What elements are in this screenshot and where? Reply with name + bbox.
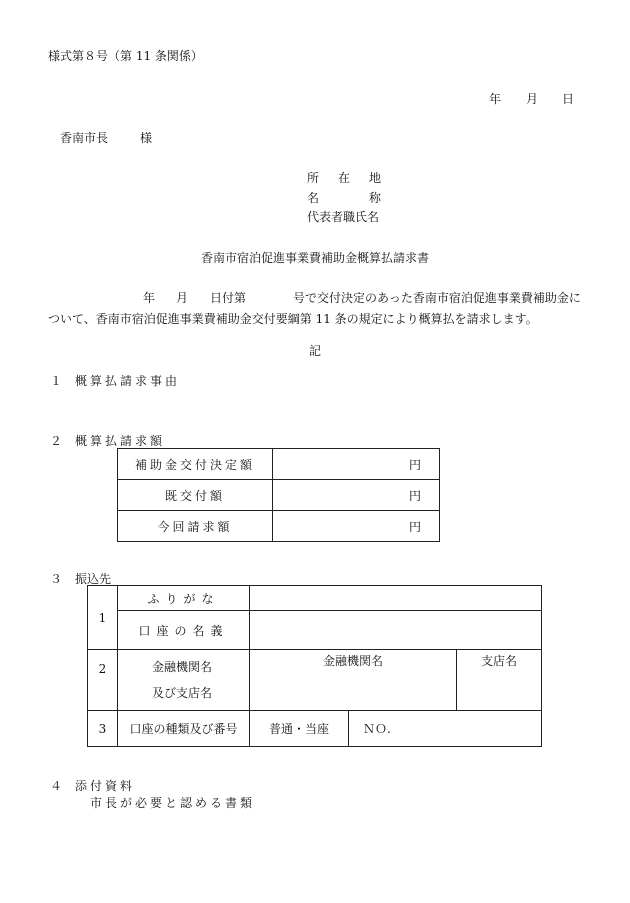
date-day: 日 xyxy=(562,92,575,106)
date-month: 月 xyxy=(526,92,539,106)
attachment-item: 市長が必要と認める書類 xyxy=(90,796,256,810)
account-name-label: 口座の名義 xyxy=(118,611,250,650)
ki-label: 記 xyxy=(308,344,321,358)
section4-title: 添付資料 xyxy=(75,779,136,793)
document-title: 香南市宿泊促進事業費補助金概算払請求書 xyxy=(200,251,429,265)
form-number: 様式第８号（第 11 条関係） xyxy=(48,49,203,63)
body-month: 月 xyxy=(176,291,189,305)
transfer-row2-num: 2 xyxy=(88,650,118,711)
amount-row xyxy=(118,480,440,511)
section1-number: １ xyxy=(50,374,63,388)
bank-branch-label xyxy=(118,650,250,711)
bank-name-header: 金融機関名 xyxy=(322,654,383,668)
bank-label-line2: 及び支店名 xyxy=(152,686,213,700)
body-year: 年 xyxy=(143,291,156,305)
body-line1-rest: 号で交付決定のあった香南市宿泊促進事業費補助金に xyxy=(293,291,581,305)
decided-amount-label: 補助金交付決定額 xyxy=(118,449,273,480)
representative-label: 代表者職氏名 xyxy=(307,210,380,224)
addressee-name: 香南市長 xyxy=(60,131,109,145)
section4-number: ４ xyxy=(50,779,63,793)
transfer-row3-num: 3 xyxy=(88,711,118,747)
body-line2: ついて、香南市宿泊促進事業費補助金交付要綱第 11 条の規定により概算払を請求します。 xyxy=(48,312,538,326)
branch-name-field[interactable] xyxy=(456,650,541,711)
account-type-value[interactable]: 普通・当座 xyxy=(250,711,349,747)
bank-name-field[interactable] xyxy=(250,650,457,711)
request-amount-label: 今回請求額 xyxy=(118,511,273,542)
paid-amount-label: 既交付額 xyxy=(118,480,273,511)
transfer-row1-num: 1 xyxy=(88,586,118,650)
body-day-prefix: 日付第 xyxy=(210,291,247,305)
furigana-label: ふりがな xyxy=(118,586,250,611)
addressee-suffix: 様 xyxy=(140,131,153,145)
paid-amount-value[interactable]: 円 xyxy=(273,480,440,511)
section2-title: 概算払請求額 xyxy=(75,434,166,448)
section2-number: ２ xyxy=(50,434,63,448)
request-amount-value[interactable]: 円 xyxy=(273,511,440,542)
bank-label-line1: 金融機関名 xyxy=(152,660,213,674)
date-year: 年 xyxy=(489,92,502,106)
branch-name-header: 支店名 xyxy=(480,654,517,668)
section3-number: ３ xyxy=(50,572,63,586)
amount-row xyxy=(118,511,440,542)
section3-title: 振込先 xyxy=(75,572,112,586)
amount-table xyxy=(117,448,440,542)
account-number-label: ＮＯ. xyxy=(363,722,391,736)
section1-title: 概算払請求事由 xyxy=(75,374,181,388)
name-label: 名 称 xyxy=(307,191,381,205)
amount-row xyxy=(118,449,440,480)
furigana-field[interactable] xyxy=(250,586,542,611)
decided-amount-value[interactable]: 円 xyxy=(273,449,440,480)
account-name-field[interactable] xyxy=(250,611,542,650)
transfer-table xyxy=(87,585,542,747)
location-label: 所 在 地 xyxy=(307,171,381,185)
account-number-field[interactable] xyxy=(349,711,542,747)
account-type-label: 口座の種類及び番号 xyxy=(118,711,250,747)
